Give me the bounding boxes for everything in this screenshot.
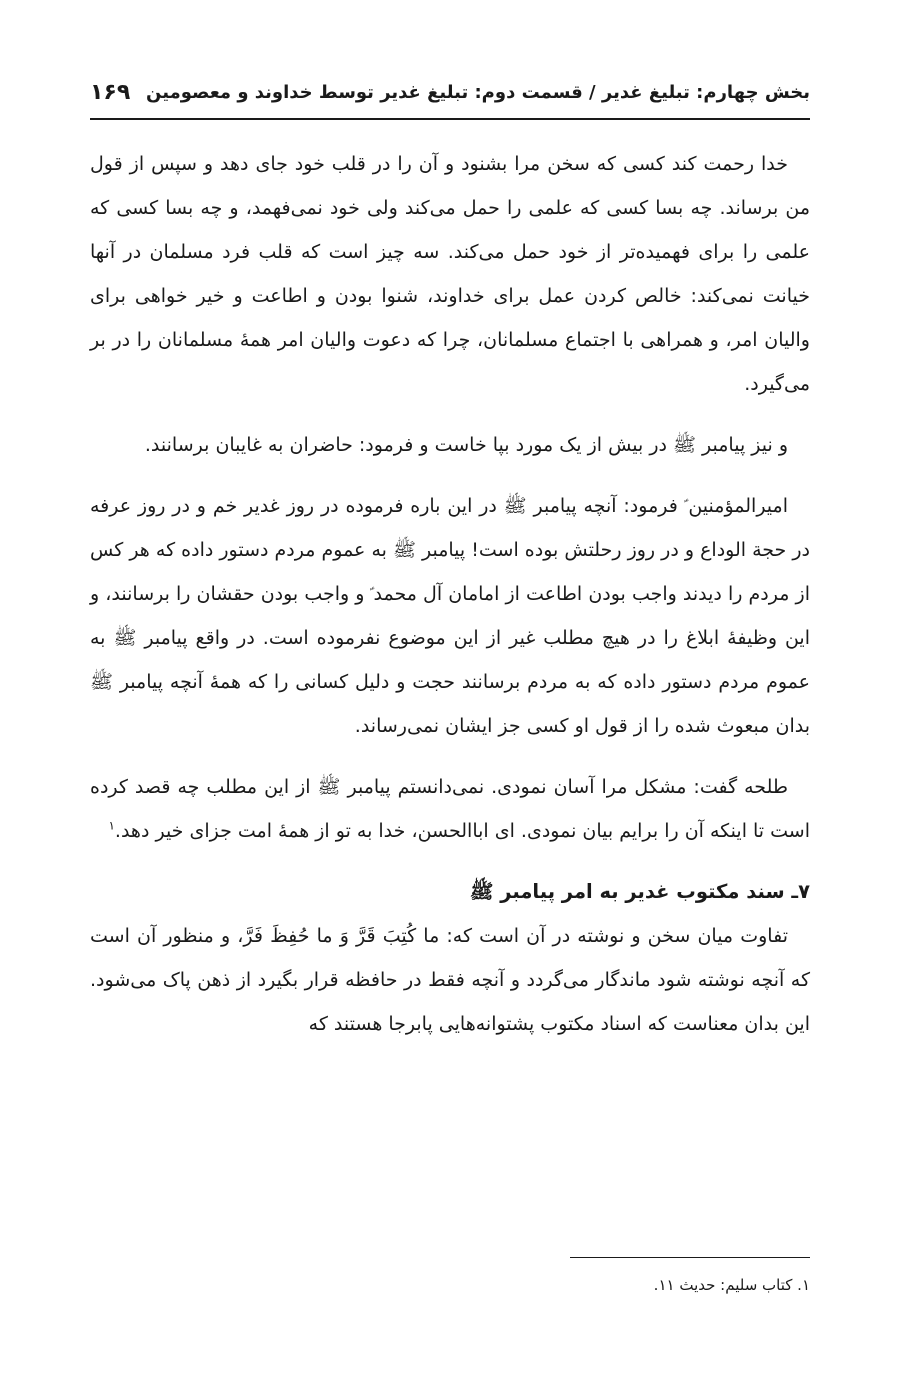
footnote: ۱. کتاب سلیم: حدیث ۱۱. (653, 1276, 810, 1294)
header-divider (90, 118, 810, 120)
book-page (90, 0, 810, 1390)
paragraph-4 (90, 765, 810, 853)
page-number: ۱۶۹ (90, 79, 131, 105)
section-heading: ۷ـ سند مکتوب غدیر به امر پیامبر ﷺ (469, 880, 810, 903)
running-header (90, 72, 810, 112)
footnote-marker[interactable]: ۱ (108, 818, 115, 833)
section-paragraph: تفاوت میان سخن و نوشته در آن است که: ما کُتِبَ قَرَّ وَ ما حُفِظَ فَرَّ، و منظور آن است که آنچه نوشته شود ماندگار می‌گردد و آنچه فقط در حافظه قرار بگیرد از ذهن پاک می‌شود. این بدان معناست که اسناد مکتوب پشتوانه‌هایی پابرجا هستند که (90, 925, 810, 1035)
paragraph-3: امیرالمؤمنین ؑ فرمود: آنچه پیامبر ﷺ در این باره فرموده در روز غدیر خم و در روز عرفه در حجة الوداع و در روز رحلتش بوده است! پیامبر ﷺ به عموم مردم دستور داده که هر کس از مردم را دیدند واجب بودن اطاعت از امامان آل محمد ؑ و واجب بودن حقشان را برسانند، و این وظیفهٔ ابلاغ را در هیچ مطلب غیر از این موضوع نفرموده است. در واقع پیامبر ﷺ به عموم مردم دستور داده که به مردم برسانند حجت و دلیل کسانی را که همهٔ آنچه پیامبر ﷺ بدان مبعوث شده را از قول او کسی جز ایشان نمی‌رساند. (90, 495, 810, 737)
page-body (90, 142, 810, 1063)
paragraph-2: و نیز پیامبر ﷺ در بیش از یک مورد بپا خاست و فرمود: حاضران به غایبان برسانند. (144, 434, 788, 456)
footnote-divider (570, 1257, 810, 1258)
paragraph-4-text: طلحه گفت: مشکل مرا آسان نمودی. نمی‌دانستم پیامبر ﷺ از این مطلب چه قصد کرده است تا اینکه آن را برایم بیان نمودی. ای اباالحسن، خدا به تو از همهٔ امت جزای خیر دهد. (90, 776, 810, 842)
paragraph-1: خدا رحمت کند کسی که سخن مرا بشنود و آن را در قلب خود جای دهد و سپس از قول من برساند. چه بسا کسی که علمی را حمل می‌کند ولی خود نمی‌فهمد، و چه بسا کسی که علمی را برای فهمیده‌تر از خود حمل می‌کند. سه چیز است که قلب فرد مسلمان در آنها خیانت نمی‌کند: خالص کردن عمل برای خداوند، شنوا بودن و اطاعت و خیر خواهی برای والیان امر، و همراهی با اجتماع مسلمانان، چرا که دعوت والیان امر همهٔ مسلمانان را در بر می‌گیرد. (90, 153, 810, 395)
header-title: بخش چهارم: تبلیغ غدیر / قسمت دوم: تبلیغ غدیر توسط خداوند و معصومین (146, 81, 810, 103)
